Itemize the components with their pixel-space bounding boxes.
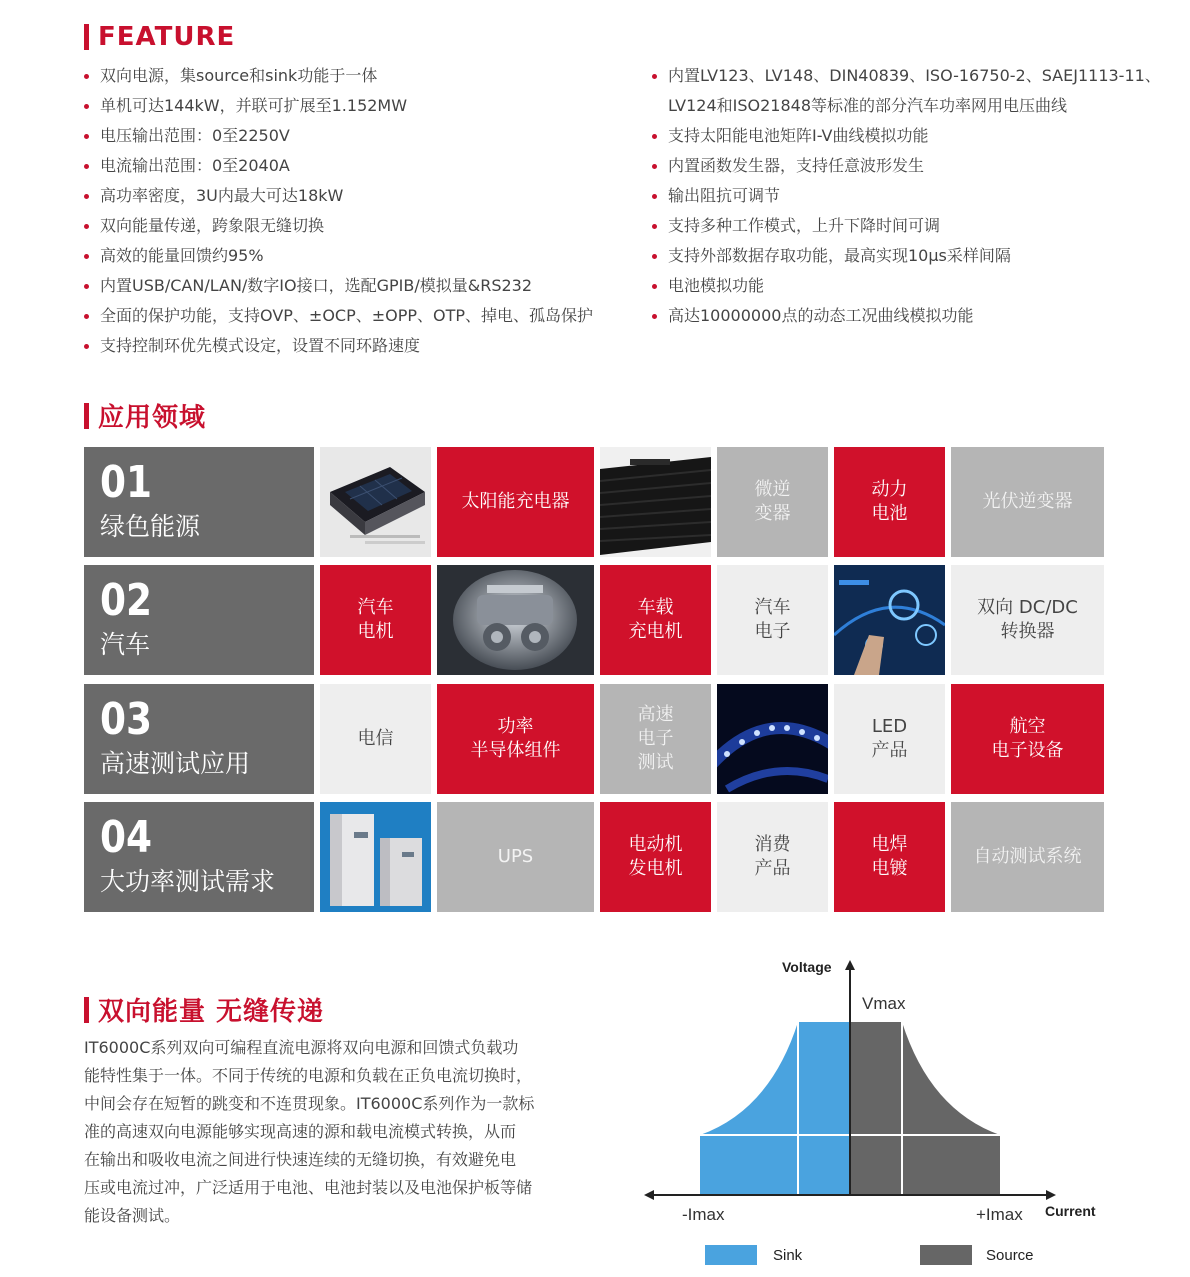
list-item: 高达10000000点的动态工况曲线模拟功能 bbox=[652, 301, 1161, 331]
pos-imax-label: +Imax bbox=[976, 1205, 1023, 1224]
list-item: 双向能量传递，跨象限无缝切换 bbox=[84, 211, 593, 241]
paragraph-line: 在输出和吸收电流之间进行快速连续的无缝切换，有效避免电 bbox=[84, 1150, 517, 1169]
row-name: 汽车 bbox=[100, 630, 151, 659]
tile-welding-plating: 电焊 电镀 bbox=[834, 802, 945, 912]
ups-photo bbox=[320, 802, 431, 912]
list-item: 双向电源，集source和sink功能于一体 bbox=[84, 61, 593, 91]
heading-bar bbox=[84, 997, 89, 1023]
row-header-high-power-testing bbox=[84, 802, 314, 912]
tile-ate-system: 自动测试系统 bbox=[951, 802, 1104, 912]
list-item: 电压输出范围：0至2250V bbox=[84, 121, 593, 151]
legend-source-swatch bbox=[920, 1245, 972, 1265]
paragraph-line: 能设备测试。 bbox=[84, 1206, 181, 1225]
row-header-high-speed-testing bbox=[84, 684, 314, 794]
tile-bidirectional-dcdc: 双向 DC/DC 转换器 bbox=[951, 565, 1104, 675]
list-item: 全面的保护功能，支持OVP、±OCP、±OPP、OTP、掉电、孤岛保护 bbox=[84, 301, 593, 331]
list-item: 电池模拟功能 bbox=[652, 271, 1161, 301]
paragraph-line: IT6000C系列双向可编程直流电源将双向电源和回馈式负载功 bbox=[84, 1038, 519, 1057]
sink-region bbox=[700, 1022, 850, 1195]
source-region bbox=[850, 1022, 1000, 1195]
tile-auto-motor: 汽车 电机 bbox=[320, 565, 431, 675]
list-item: 电流输出范围：0至2040A bbox=[84, 151, 593, 181]
tile-high-speed-electronic-test: 高速 电子 测试 bbox=[600, 684, 711, 794]
feature-list-right bbox=[652, 61, 1161, 331]
row-number: 02 bbox=[100, 575, 153, 626]
list-item: 内置LV123、LV148、DIN40839、ISO-16750-2、SAEJ1113-11、 bbox=[652, 61, 1161, 91]
bidirectional-title: 双向能量 无缝传递 bbox=[98, 997, 325, 1027]
voltage-current-diagram bbox=[630, 950, 1130, 1270]
vmax-label: Vmax bbox=[862, 994, 906, 1013]
paragraph-line: 压或电流过冲，广泛适用于电池、电池封装以及电池保护板等储 bbox=[84, 1178, 533, 1197]
tile-led-products: LED 产品 bbox=[834, 684, 945, 794]
neg-imax-label: -Imax bbox=[682, 1205, 725, 1224]
row-name: 高速测试应用 bbox=[100, 749, 251, 778]
list-item: 单机可达144kW，并联可扩展至1.152MW bbox=[84, 91, 593, 121]
y-axis-arrow bbox=[845, 960, 855, 970]
row-number: 04 bbox=[100, 812, 153, 863]
list-item-continuation: LV124和ISO21848等标准的部分汽车功率网用电压曲线 bbox=[668, 96, 1068, 115]
x-axis-label: Current bbox=[1045, 1203, 1096, 1219]
x-axis-arrow-left bbox=[644, 1190, 654, 1200]
micro-inverter-photo bbox=[600, 447, 711, 557]
feature-heading bbox=[84, 22, 235, 52]
tile-power-battery: 动力 电池 bbox=[834, 447, 945, 557]
applications-title: 应用领域 bbox=[98, 403, 207, 433]
feature-title: FEATURE bbox=[98, 22, 236, 52]
paragraph-line: 准的高速双向电源能够实现高速的源和载电流模式转换，从而 bbox=[84, 1122, 517, 1141]
led-strip-photo bbox=[717, 684, 828, 794]
tile-telecom: 电信 bbox=[320, 684, 431, 794]
solar-charger-photo bbox=[320, 447, 431, 557]
y-axis-label: Voltage bbox=[782, 959, 832, 975]
bidirectional-description bbox=[84, 1034, 584, 1230]
tile-solar-charger: 太阳能充电器 bbox=[437, 447, 594, 557]
row-number: 01 bbox=[100, 457, 153, 508]
legend-source-label: Source bbox=[986, 1247, 1034, 1264]
list-item: 支持多种工作模式，上升下降时间可调 bbox=[652, 211, 1161, 241]
list-item: 输出阻抗可调节 bbox=[652, 181, 1161, 211]
paragraph-line: 中间会存在短暂的跳变和不连贯现象。IT6000C系列作为一款标 bbox=[84, 1094, 535, 1113]
row-name: 大功率测试需求 bbox=[100, 867, 276, 896]
feature-list-left bbox=[84, 61, 593, 361]
tile-consumer-products: 消费 产品 bbox=[717, 802, 828, 912]
list-item: 高功率密度，3U内最大可达18kW bbox=[84, 181, 593, 211]
row-number: 03 bbox=[100, 694, 153, 745]
x-axis-arrow-right bbox=[1046, 1190, 1056, 1200]
applications-heading bbox=[84, 397, 206, 434]
tile-onboard-charger: 车载 充电机 bbox=[600, 565, 711, 675]
legend-sink-label: Sink bbox=[773, 1247, 803, 1264]
list-item: 内置函数发生器，支持任意波形发生 bbox=[652, 151, 1161, 181]
row-header-automotive bbox=[84, 565, 314, 675]
tile-micro-inverter: 微逆 变器 bbox=[717, 447, 828, 557]
row-name: 绿色能源 bbox=[100, 512, 201, 541]
heading-bar bbox=[84, 403, 89, 429]
list-item: 高效的能量回馈约95% bbox=[84, 241, 593, 271]
tile-auto-electronics: 汽车 电子 bbox=[717, 565, 828, 675]
list-item: 支持外部数据存取功能，最高实现10μs采样间隔 bbox=[652, 241, 1161, 271]
car-dashboard-photo bbox=[834, 565, 945, 675]
engine-photo bbox=[437, 565, 594, 675]
tile-avionics: 航空 电子设备 bbox=[951, 684, 1104, 794]
tile-pv-inverter: 光伏逆变器 bbox=[951, 447, 1104, 557]
legend-sink-swatch bbox=[705, 1245, 757, 1265]
list-item: 支持控制环优先模式设定，设置不同环路速度 bbox=[84, 331, 593, 361]
tile-motor-generator: 电动机 发电机 bbox=[600, 802, 711, 912]
heading-bar bbox=[84, 24, 89, 50]
paragraph-line: 能特性集于一体。不同于传统的电源和负载在正负电流切换时， bbox=[84, 1066, 533, 1085]
list-item: 内置USB/CAN/LAN/数字IO接口，选配GPIB/模拟量&RS232 bbox=[84, 271, 593, 301]
row-header-green-energy bbox=[84, 447, 314, 557]
bidirectional-heading bbox=[84, 991, 324, 1028]
list-item: 支持太阳能电池矩阵I-V曲线模拟功能 bbox=[652, 121, 1161, 151]
tile-ups: UPS bbox=[437, 802, 594, 912]
tile-power-semiconductor: 功率 半导体组件 bbox=[437, 684, 594, 794]
